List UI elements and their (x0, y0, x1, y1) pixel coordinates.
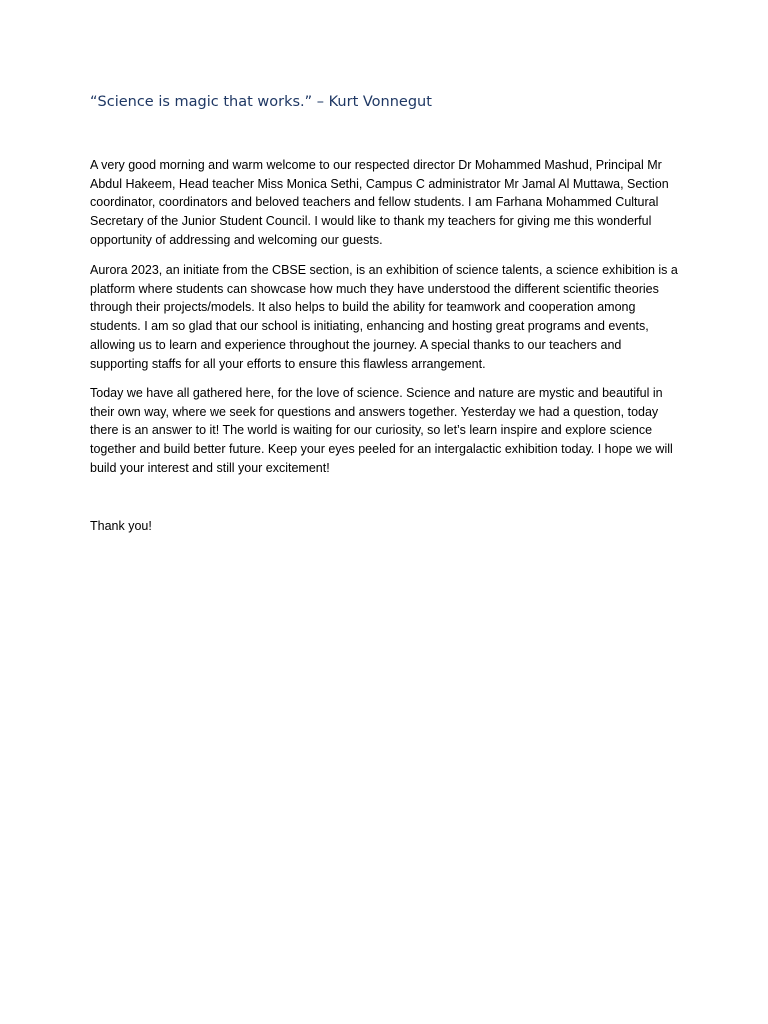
quote-heading: “Science is magic that works.” – Kurt Vonnegut (90, 94, 432, 110)
science-paragraph: Today we have all gathered here, for the love of science. Science and nature are mystic and beautiful in their own way, where we seek for questions and answers together. Yesterday we had a question, today there is an answer to it! The world is waiting for our curiosity, so let’s learn inspire and explore science together and build better future. Keep your eyes peeled for an intergalactic exhibition today. I hope we will build your interest and still your excitement! (90, 386, 673, 475)
closing-text: Thank you! (90, 519, 152, 533)
welcome-paragraph: A very good morning and warm welcome to our respected director Dr Mohammed Mashud, Principal Mr Abdul Hakeem, Head teacher Miss Monica Sethi, Campus C administrator Mr Jamal Al Muttawa, Section coordinator, coordinators and beloved teachers and fellow students. I am Farhana Mohammed Cultural Secretary of the Junior Student Council. I would like to thank my teachers for giving me this wonderful opportunity of addressing and welcoming our guests. (90, 158, 669, 247)
exhibition-paragraph: Aurora 2023, an initiate from the CBSE section, is an exhibition of science talents, a science exhibition is a platform where students can showcase how much they have understood the different scientific theories through their projects/models. It also helps to build the ability for teamwork and cooperation among students. I am so glad that our school is initiating, enhancing and hosting great programs and events, allowing us to learn and experience throughout the journey. A special thanks to our teachers and supporting staffs for all your efforts to ensure this flawless arrangement. (90, 263, 678, 371)
